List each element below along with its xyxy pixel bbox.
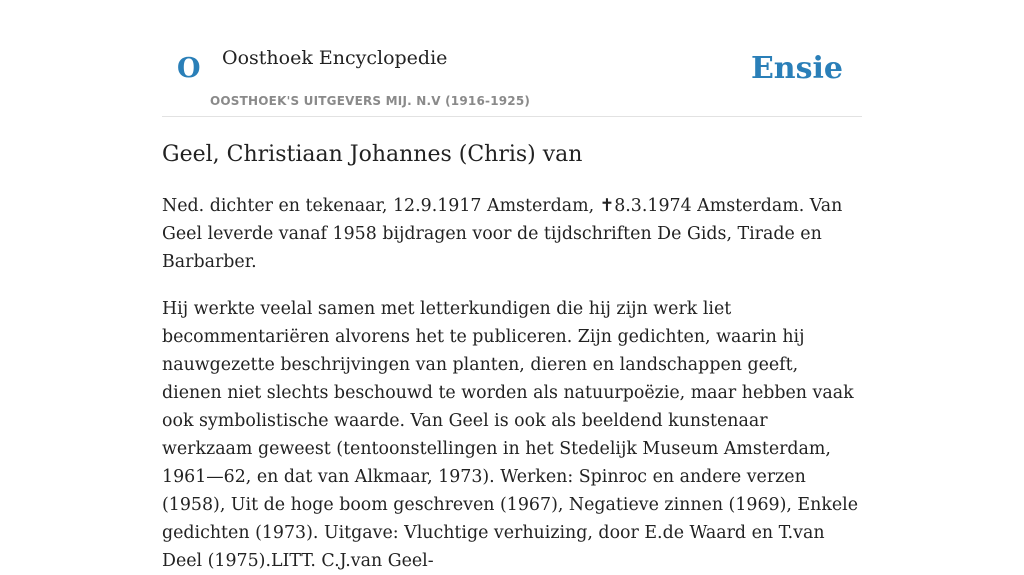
article: [162, 138, 862, 575]
book-logo[interactable]: O: [177, 53, 201, 84]
book-title[interactable]: Oosthoek Encyclopedie: [222, 47, 448, 69]
article-paragraph: Ned. dichter en tekenaar, 12.9.1917 Amsterdam, ✝8.3.1974 Amsterdam. Van Geel leverde vanaf 1958 bijdragen voor de tijdschriften De Gids, Tirade en Barbarber.: [162, 196, 843, 272]
article-title: Geel, Christiaan Johannes (Chris) van: [162, 142, 583, 167]
site-header: [162, 0, 862, 117]
article-paragraph: Hij werkte veelal samen met letterkundigen die hij zijn werk liet becommentariëren alvorens het te publiceren. Zijn gedichten, waarin hij nauwgezette beschrijvingen van planten, dieren en landschappen geeft, dienen niet slechts beschouwd te worden als natuurpoëzie, maar hebben vaak ook symbolistische waarde. Van Geel is ook als beeldend kunstenaar werkzaam geweest (tentoonstellingen in het Stedelijk Museum Amsterdam, 1961—62, en dat van Alkmaar, 1973). Werken: Spinroc en andere verzen (1958), Uit de hoge boom geschreven (1967), Negatieve zinnen (1969), Enkele gedichten (1973). Uitgave: Vluchtige verhuizing, door E.de Waard en T.van Deel (1975).LITT. C.J.van Geel-: [162, 299, 859, 571]
publisher-label: OOSTHOEK'S UITGEVERS MIJ. N.V (1916-1925): [210, 94, 531, 108]
ensie-logo-link[interactable]: Ensie: [750, 51, 843, 86]
